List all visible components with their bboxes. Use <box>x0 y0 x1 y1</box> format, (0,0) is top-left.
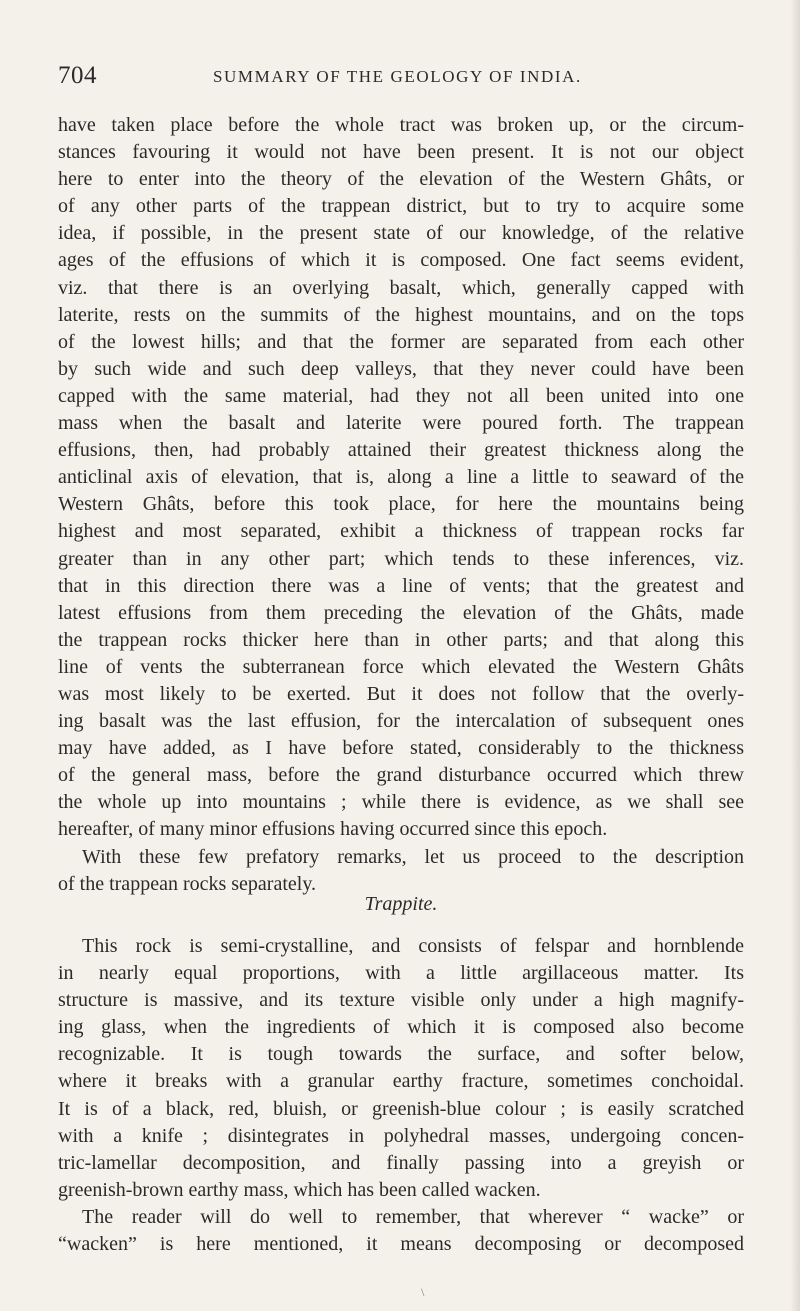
text-line: capped with the same material, had they not all been united into one <box>58 384 744 407</box>
text-line: With these few prefatory remarks, let us proceed to the description <box>82 845 744 868</box>
text-line: that in this direction there was a line of vents; that the greatest and <box>58 574 744 597</box>
text-line: effusions, then, had probably attained their greatest thickness along the <box>58 439 744 462</box>
text-line: “wacken” is here mentioned, it means decomposing or decomposed <box>58 1233 744 1256</box>
text-line: of the trappean rocks separately. <box>58 872 317 895</box>
text-line: by such wide and such deep valleys, that they never could have been <box>58 357 744 380</box>
text-line: ing glass, when the ingredients of which it is composed also become <box>58 1016 744 1039</box>
text-line: line of vents the subterranean force which elevated the Western Ghâts <box>58 655 744 678</box>
text-line: This rock is semi-crystalline, and consists of felspar and hornblende <box>82 935 744 957</box>
paragraph-3 <box>58 933 744 1258</box>
text-line: hereafter, of many minor effusions having occurred since this epoch. <box>58 818 608 841</box>
running-head: SUMMARY OF THE GEOLOGY OF INDIA. <box>213 67 582 86</box>
text-line: where it breaks with a granular earthy fracture, sometimes conchoidal. <box>58 1070 744 1093</box>
text-line: highest and most separated, exhibit a thickness of trappean rocks far <box>58 520 744 543</box>
text-line: in nearly equal proportions, with a little argillaceous matter. Its <box>58 962 744 985</box>
text-line: greater than in any other part; which tends to these inferences, viz. <box>58 547 744 570</box>
text-line: was most likely to be exerted. But it does not follow that the overly- <box>58 682 744 705</box>
text-line: the trappean rocks thicker here than in other parts; and that along this <box>58 628 744 651</box>
text-line: here to enter into the theory of the elevation of the Western Ghâts, or <box>58 168 744 191</box>
text-line: ing basalt was the last effusion, for the intercalation of subsequent ones <box>58 710 744 733</box>
text-line: the whole up into mountains ; while there is evidence, as we shall see <box>58 791 744 814</box>
section-heading: Trappite. <box>364 893 438 915</box>
page-header <box>58 62 738 92</box>
main-text <box>58 112 744 898</box>
paragraph-2 <box>58 844 744 898</box>
text-line: of the lowest hills; and that the former are separated from each other <box>58 330 744 353</box>
print-mark: \ <box>421 1285 425 1299</box>
text-line: Western Ghâts, before this took place, for here the mountains being <box>58 493 744 516</box>
text-line: stances favouring it would not have been present. It is not our object <box>58 141 744 164</box>
text-line: recognizable. It is tough towards the surface, and softer below, <box>58 1043 744 1066</box>
paragraph-1 <box>58 112 744 844</box>
text-line: The reader will do well to remember, that wherever “ wacke” or <box>82 1205 744 1228</box>
text-line: greenish-brown earthy mass, which has been called wacken. <box>58 1178 541 1201</box>
page-number: 704 <box>58 62 97 89</box>
text-line: tric-lamellar decomposition, and finally passing into a greyish or <box>58 1151 744 1174</box>
text-line: structure is massive, and its texture visible only under a high magnify- <box>58 989 744 1012</box>
text-line: of any other parts of the trappean district, but to try to acquire some <box>58 195 744 218</box>
text-line: idea, if possible, in the present state of our knowledge, of the relative <box>58 222 744 245</box>
text-line: have taken place before the whole tract was broken up, or the circum- <box>58 114 744 136</box>
text-line: of the general mass, before the grand disturbance occurred which threw <box>58 764 744 787</box>
page-edge-shadow <box>790 0 800 1311</box>
text-line: It is of a black, red, bluish, or greenish-blue colour ; is easily scratched <box>58 1097 744 1120</box>
text-line: mass when the basalt and laterite were poured forth. The trappean <box>58 412 744 435</box>
text-line: latest effusions from them preceding the elevation of the Ghâts, made <box>58 601 744 624</box>
text-line: anticlinal axis of elevation, that is, along a line a little to seaward of the <box>58 466 744 489</box>
text-line: may have added, as I have before stated, considerably to the thickness <box>58 737 744 760</box>
text-line: viz. that there is an overlying basalt, which, generally capped with <box>58 276 744 299</box>
text-line: laterite, rests on the summits of the highest mountains, and on the tops <box>58 303 744 326</box>
text-line: ages of the effusions of which it is composed. One fact seems evident, <box>58 249 744 272</box>
text-line: with a knife ; disintegrates in polyhedral masses, undergoing concen- <box>58 1124 744 1147</box>
